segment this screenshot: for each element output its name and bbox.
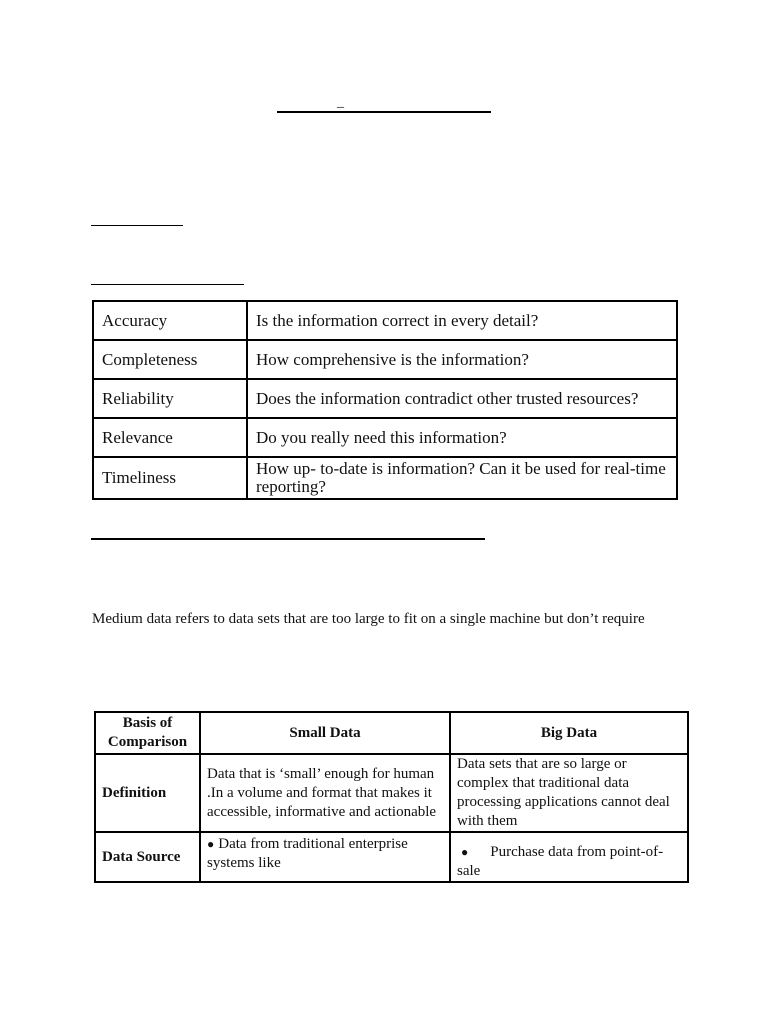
small-data-cell [200,832,450,882]
table-row [95,754,688,832]
table-row [95,832,688,882]
title-dash: _ [337,95,344,110]
big-data-cell [450,832,688,882]
table-row [93,379,677,418]
column-header-small-data: Small Data [200,712,450,754]
table-row [93,301,677,340]
quality-term: Completeness [93,340,247,379]
small-data-text: Data from traditional enterprise systems like [207,836,408,871]
bullet-icon: ● [207,837,215,851]
quality-question: How up- to-date is information? Can it be used for real-time reporting? [247,457,677,499]
quality-term: Accuracy [93,301,247,340]
quality-question: Is the information correct in every detail? [247,301,677,340]
small-data-cell: Data that is ‘small’ enough for human .In a volume and format that makes it accessible, informative and actionable [200,754,450,832]
table-row [93,418,677,457]
table-row [93,457,677,499]
quality-term: Timeliness [93,457,247,499]
quality-question: Do you really need this information? [247,418,677,457]
section-underline [91,538,485,540]
data-quality-table [92,300,678,500]
big-data-cell: Data sets that are so large or complex that traditional data processing applications cannot deal with them [450,754,688,832]
table-row [93,340,677,379]
quality-term: Relevance [93,418,247,457]
row-label: Definition [95,754,200,832]
quality-question: How comprehensive is the information? [247,340,677,379]
row-label: Data Source [95,832,200,882]
column-header-big-data: Big Data [450,712,688,754]
quality-question: Does the information contradict other trusted resources? [247,379,677,418]
table-header-row [95,712,688,754]
title-underline [277,111,491,113]
heading-underline-1 [91,225,183,226]
small-vs-big-data-table [94,711,689,883]
heading-underline-2 [91,284,244,285]
big-data-text: Purchase data from point-of-sale [457,844,664,879]
quality-term: Reliability [93,379,247,418]
medium-data-paragraph: Medium data refers to data sets that are too large to fit on a single machine but don’t require [92,611,645,627]
column-header-basis: Basis of Comparison [95,712,200,754]
bullet-icon: ● [461,845,469,859]
